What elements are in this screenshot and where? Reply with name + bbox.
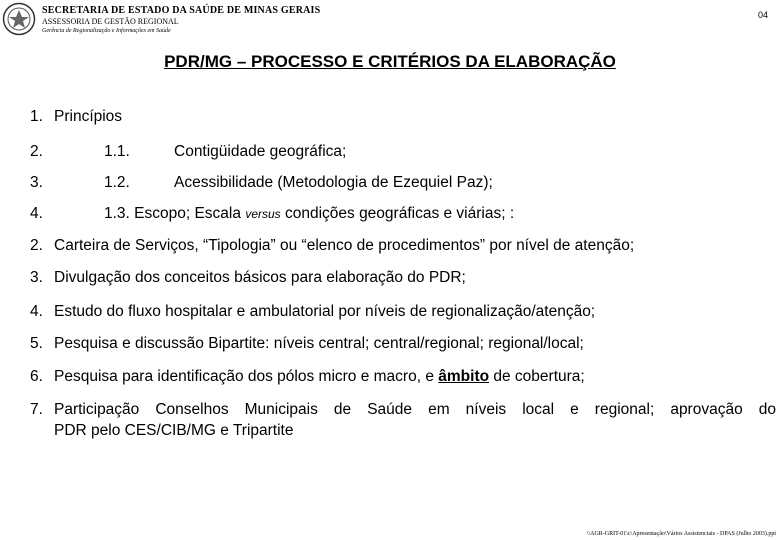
item-text: Divulgação dos conceitos básicos para elaboração do PDR; xyxy=(54,269,466,286)
item-number: 3. xyxy=(30,174,43,191)
item-text: Contigüidade geográfica; xyxy=(174,143,347,160)
item-number: 7. xyxy=(30,401,43,418)
item-text: Pesquisa e discussão Bipartite: níveis central; central/regional; regional/local; xyxy=(54,335,584,352)
item-text: Acessibilidade (Metodologia de Ezequiel Paz); xyxy=(174,174,493,191)
item-text-line1: Participação Conselhos Municipais de Saúde em níveis local e regional; aprovação do xyxy=(54,401,776,418)
item-text: Carteira de Serviços, “Tipologia” ou “elenco de procedimentos” por nível de atenção; xyxy=(54,237,635,254)
header-department: ASSESSORIA DE GESTÃO REGIONAL xyxy=(42,17,179,26)
item-text-emphasis: âmbito xyxy=(438,368,490,385)
item-text xyxy=(54,366,585,387)
item-text-post: de cobertura; xyxy=(489,368,585,385)
sub-item-number: 1.1. xyxy=(104,143,130,160)
page-title: PDR/MG – PROCESSO E CRITÉRIOS DA ELABORAÇÃO xyxy=(164,52,616,71)
item-text-pre: 1.3. Escopo; Escala xyxy=(104,205,246,222)
file-path-footer: \\AGR-GRIT-01\c\Apresentação\Vários Assistenciais - DPAS (Julho 2003).ppt xyxy=(586,531,776,537)
item-text xyxy=(104,203,514,225)
item-text-post: condições geográficas e viárias; : xyxy=(280,205,515,222)
item-number: 4. xyxy=(30,205,43,222)
page-number: 04 xyxy=(757,10,768,20)
state-seal-icon xyxy=(2,2,36,36)
item-text: Estudo do fluxo hospitalar e ambulatorial por níveis de regionalização/atenção; xyxy=(54,303,596,320)
item-number: 3. xyxy=(30,269,43,286)
sub-item-number: 1.2. xyxy=(104,174,130,191)
item-text-pre: Pesquisa para identificação dos pólos micro e macro, e xyxy=(54,368,439,385)
header-unit: Gerência de Regionalização e Informações em Saúde xyxy=(42,28,171,34)
item-number: 5. xyxy=(30,335,43,352)
item-number: 2. xyxy=(30,143,43,160)
item-number: 6. xyxy=(30,368,43,385)
item-number: 2. xyxy=(30,237,43,254)
item-text-emphasis: versus xyxy=(245,207,281,221)
item-number: 1. xyxy=(30,108,43,125)
item-text-line2: PDR pelo CES/CIB/MG e Tripartite xyxy=(54,422,294,439)
item-number: 4. xyxy=(30,303,43,320)
item-text: Princípios xyxy=(54,108,123,125)
header-org: SECRETARIA DE ESTADO DA SAÚDE DE MINAS GERAIS xyxy=(42,5,321,16)
